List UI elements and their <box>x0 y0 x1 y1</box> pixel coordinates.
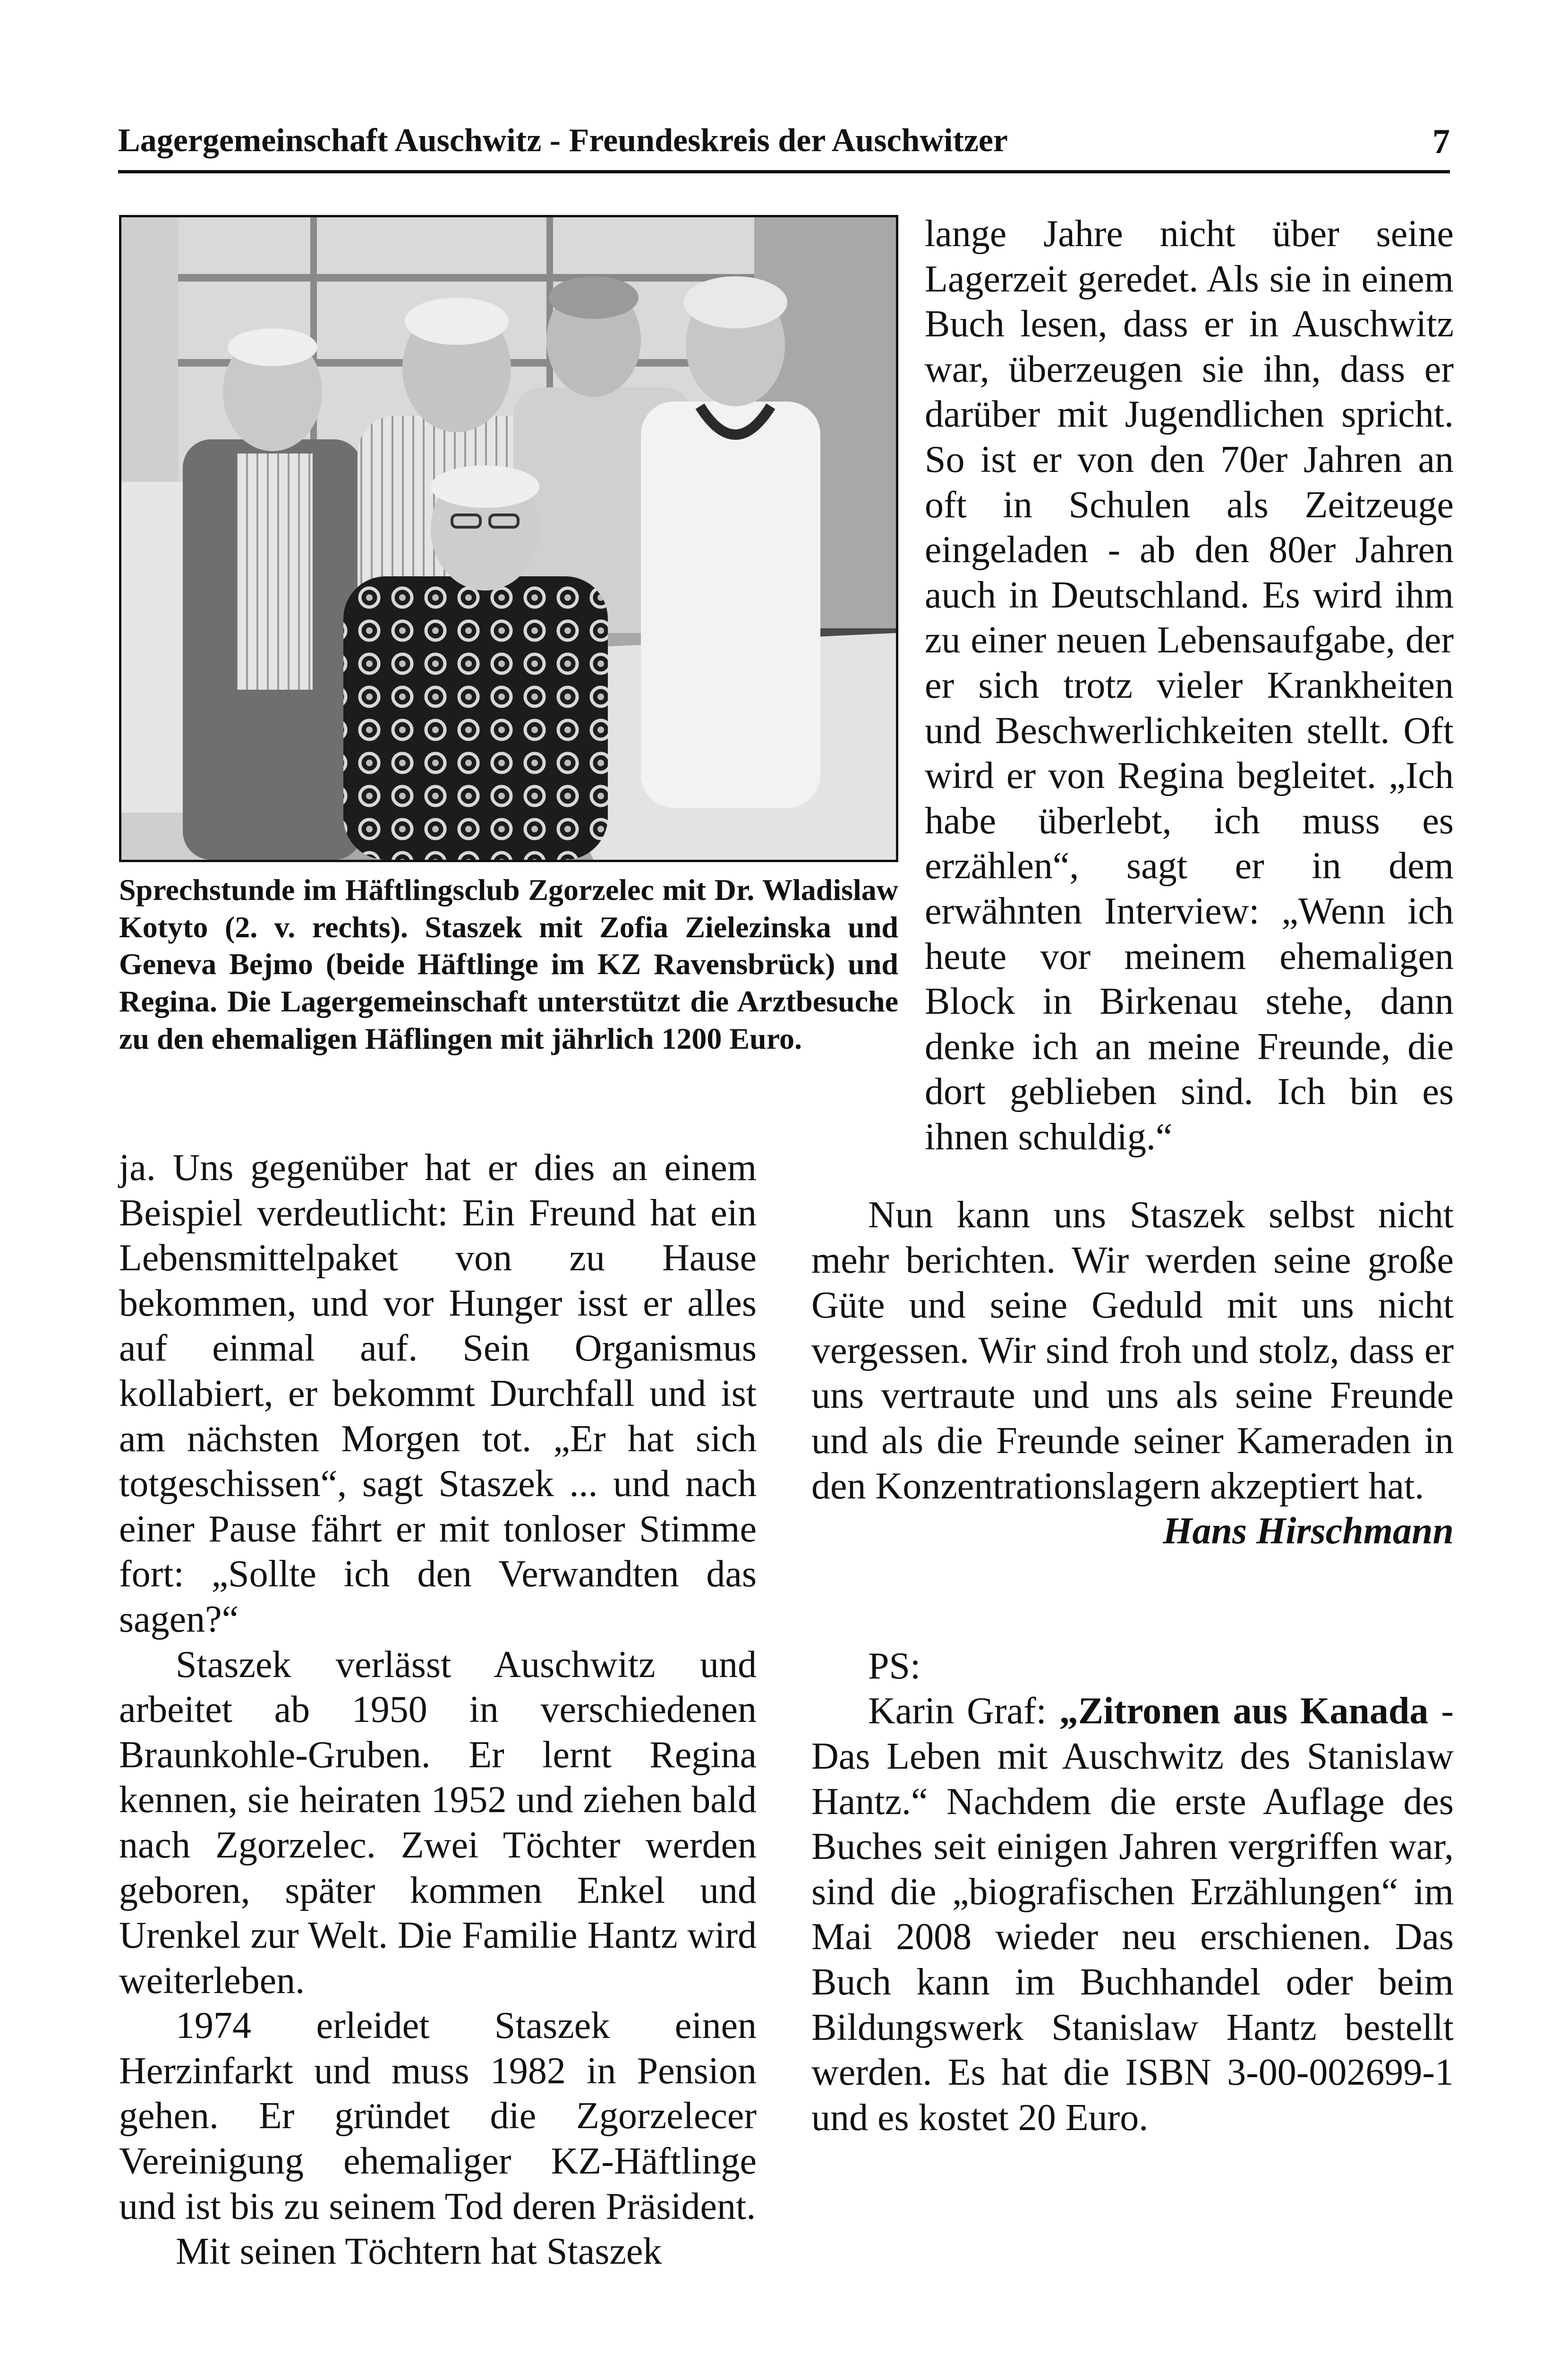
paragraph: Staszek verlässt Auschwitz und arbeitet ab 1950 in verschiedenen Braunkohle-Gruben. Er lernt Regina kennen, sie heiraten 1952 und ziehen bald nach Zgorzelec. Zwei Töchter werden geboren, später kommen Enkel und Urenkel zur Welt. Die Familie Hantz wird weiterleben. <box>119 1643 757 2002</box>
paragraph: 1974 erleidet Staszek einen Herzinfarkt und muss 1982 in Pension gehen. Er gründet die Zgorzelecer Vereinigung ehemaliger KZ-Häftlinge und ist bis zu seinem Tod deren Präsident. <box>119 2005 757 2227</box>
header-title: Lagergemeinschaft Auschwitz - Freundeskreis der Auschwitzer <box>118 122 1008 159</box>
left-column <box>119 1146 757 2275</box>
paragraph: Mit seinen Töchtern hat Staszek <box>176 2231 662 2273</box>
paragraph: ja. Uns gegenüber hat er dies an einem Beispiel verdeutlicht: Ein Freund hat ein Lebensmittelpaket von zu Hause bekommen, und vor Hunger isst er alles auf einmal auf. Sein Organismus kollabiert, er bekommt Durchfall und ist am nächsten Morgen tot. „Er hat sich totgeschissen“, sagt Staszek ... und nach einer Pause fährt er mit tonloser Stimme fort: „Sollte ich den Verwandten das sagen?“ <box>119 1147 757 1640</box>
photo-caption: Sprechstunde im Häftlingsclub Zgorzelec mit Dr. Wladislaw Kotyto (2. v. rechts). Staszek mit Zofia Zielezinska und Geneva Bejmo (beide Häftlinge im KZ Ravensbrück) und Regina. Die Lagergemeinschaft unterstützt die Arztbesuche zu den ehemaligen Häflingen mit jährlich 1200 Euro. <box>119 873 898 1055</box>
paragraph: Nun kann uns Staszek selbst nicht mehr berichten. Wir werden seine große Güte und seine Geduld mit uns nicht vergessen. Wir sind froh und stolz, dass er uns vertraute und uns als seine Freunde und als die Freunde seiner Kameraden in den Konzentrationslagern akzeptiert hat. <box>811 1194 1454 1507</box>
top-right-column <box>925 212 1454 1160</box>
page-number: 7 <box>1432 122 1450 161</box>
ps-paragraph <box>811 1689 1454 2140</box>
ps-text: - Das Leben mit Auschwitz des Stanislaw Hantz.“ Nachdem die erste Auflage des Buches seit einigen Jahren vergriffen war, sind die „biografischen Erzählungen“ im Mai 2008 wieder neu erschienen. Das Buch kann im Buchhandel oder beim Bildungswerk Stanislaw Hantz bestellt werden. Es hat die ISBN 3-00-002699-1 und es kostet 20 Euro. <box>811 1690 1454 2139</box>
right-column <box>811 1193 1454 2140</box>
author-signature: Hans Hirschmann <box>1163 1510 1454 1552</box>
page-header <box>118 118 1450 173</box>
book-title: „Zitronen aus Kanada <box>1059 1690 1429 1732</box>
ps-prefix: Karin Graf: <box>868 1690 1059 1732</box>
ps-label: PS: <box>868 1645 921 1687</box>
group-photo <box>119 215 898 862</box>
paragraph: lange Jahre nicht über seine Lagerzeit geredet. Als sie in einem Buch lesen, dass er in Auschwitz war, überzeugen sie ihn, dass er darüber mit Jugendlichen spricht. So ist er von den 70er Jahren an oft in Schulen als Zeitzeuge eingeladen - ab den 80er Jahren auch in Deutschland. Es wird ihm zu einer neuen Lebensaufgabe, der er sich trotz vieler Krankheiten und Beschwerlichkeiten stellt. Oft wird er von Regina begleitet. „Ich habe überlebt, ich muss es erzählen“, sagt er in dem erwähnten Interview: „Wenn ich heute vor meinem ehemaligen Block in Birkenau stehe, dann denke ich an meine Freunde, die dort geblieben sind. Ich bin es ihnen schuldig.“ <box>925 213 1454 1158</box>
